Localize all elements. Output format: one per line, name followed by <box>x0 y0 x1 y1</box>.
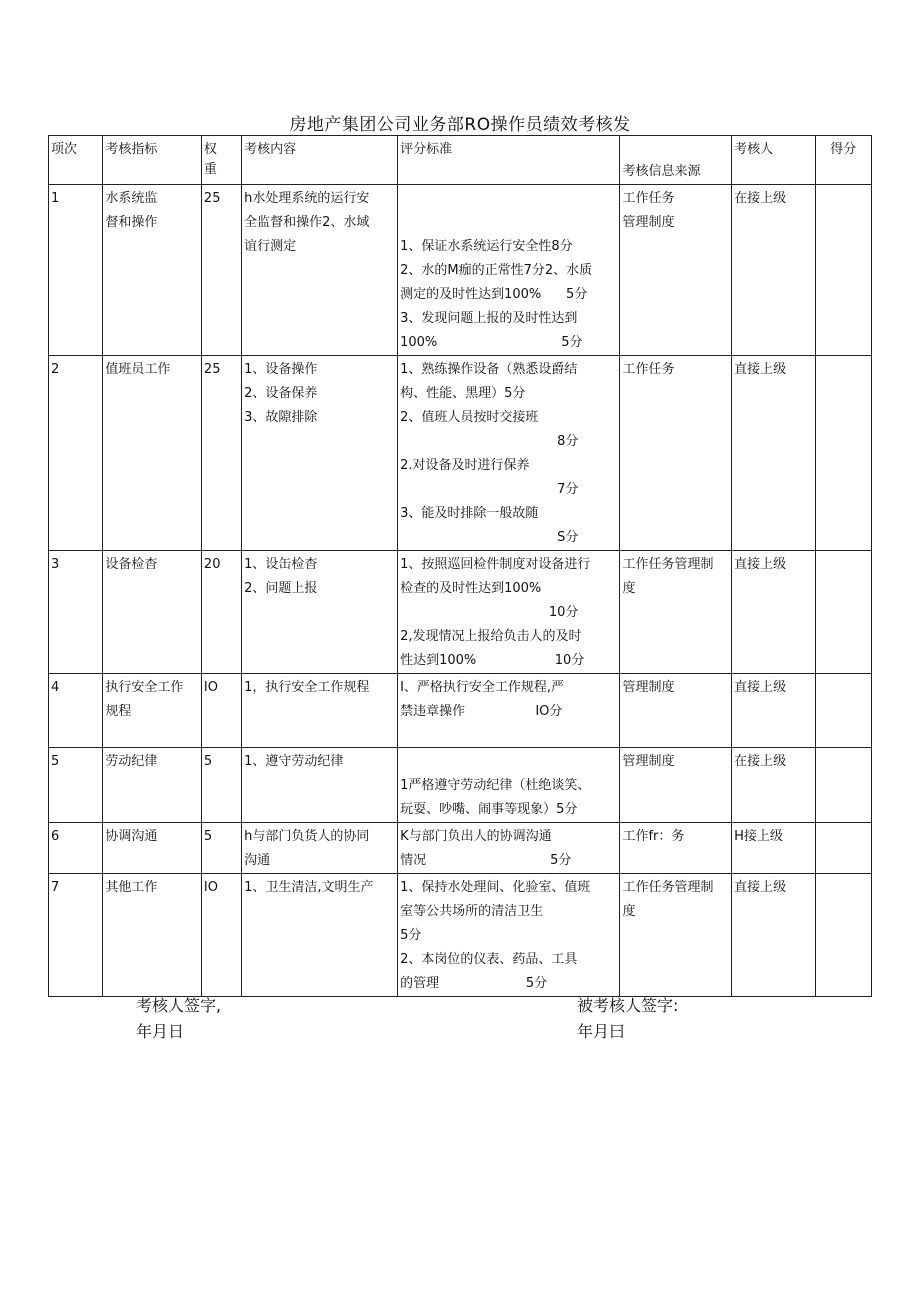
row-source-line: 管理制度 <box>622 680 675 695</box>
table-row <box>49 823 872 874</box>
row-criteria <box>398 356 620 551</box>
row-criteria-line: 测定的及时性达到100% 5分 <box>400 287 588 302</box>
row-criteria-line: 2,发现情况上报给负击人的及时 <box>400 629 582 644</box>
row-criteria-line: 性达到100% 10分 <box>400 653 585 668</box>
row-criteria-line: 2、水的M痂的正常性7分2、水质 <box>400 263 593 278</box>
row-indicator <box>103 874 202 997</box>
assessor-signature-label: 考核人签字, <box>136 996 222 1015</box>
row-content <box>242 823 398 874</box>
row-criteria <box>398 674 620 748</box>
row-criteria <box>398 823 620 874</box>
header-source-label: 考核信息来源 <box>622 164 701 179</box>
row-source <box>620 551 732 674</box>
row-score <box>815 874 871 997</box>
row-weight: 20 <box>201 551 241 674</box>
row-source-line: 工作fr：务 <box>622 829 685 844</box>
row-criteria-line: S分 <box>400 530 579 545</box>
row-indicator-line: 水系统监 <box>105 191 158 206</box>
row-criteria-line <box>400 211 617 235</box>
row-content-line: h与部门负货人的协同 <box>244 829 370 844</box>
row-indicator-line: 协调沟通 <box>105 829 158 844</box>
header-source <box>620 136 732 185</box>
row-content-line: 3、故隙排除 <box>244 410 318 425</box>
row-criteria-line: 玩耍、吵嘴、闹事等现象）5分 <box>400 802 578 817</box>
row-score <box>815 823 871 874</box>
row-criteria-line: 7分 <box>400 482 579 497</box>
row-criteria-line: 1严格遵守劳动纪律（杜绝谈笑、 <box>400 778 591 793</box>
row-no: 2 <box>49 356 103 551</box>
row-content <box>242 185 398 356</box>
row-source <box>620 748 732 823</box>
row-criteria-line: 2.对设备及时进行保养 <box>400 458 530 473</box>
row-source <box>620 823 732 874</box>
row-indicator <box>103 356 202 551</box>
header-score: 得分 <box>815 136 871 185</box>
row-no: 1 <box>49 185 103 356</box>
row-score <box>815 551 871 674</box>
row-criteria-line: 8分 <box>400 434 579 449</box>
row-criteria <box>398 185 620 356</box>
row-criteria-line: 2、值班人员按时交接班 <box>400 410 539 425</box>
row-source-line: 工作任务 <box>622 362 675 377</box>
row-source <box>620 874 732 997</box>
row-criteria-line <box>400 187 617 211</box>
row-content <box>242 674 398 748</box>
document-title: 房地产集团公司业务部RO操作员绩效考核发 <box>289 115 631 135</box>
row-content-line: 全监督和操作2、水域 <box>244 215 370 230</box>
row-no: 3 <box>49 551 103 674</box>
row-content-line: 1、设缶检杳 <box>244 557 318 572</box>
row-criteria-line: 5分 <box>400 928 422 943</box>
row-indicator-line: 督和操作 <box>105 215 158 230</box>
row-content-line: 2、设备保养 <box>244 386 318 401</box>
row-no: 5 <box>49 748 103 823</box>
row-assessor: 直接上级 <box>732 551 816 674</box>
row-source <box>620 674 732 748</box>
row-no: 6 <box>49 823 103 874</box>
row-weight: IO <box>201 674 241 748</box>
table-row <box>49 874 872 997</box>
row-assessor: 直接上级 <box>732 674 816 748</box>
header-weight-line1: 权 <box>203 142 217 157</box>
row-content-line: 2、问题上报 <box>244 581 318 596</box>
table-row <box>49 748 872 823</box>
row-criteria <box>398 874 620 997</box>
row-source-line: 管理制度 <box>622 754 675 769</box>
table-row <box>49 356 872 551</box>
row-content <box>242 356 398 551</box>
row-criteria-line: 3、发现问题上报的及时性达到 <box>400 311 578 326</box>
assessee-signature-date: 年月曰 <box>577 1022 626 1041</box>
row-indicator-line: 其他工作 <box>105 880 158 895</box>
row-indicator-line: 执行安全工作 <box>105 680 184 695</box>
header-indicator: 考核指标 <box>103 136 202 185</box>
table-row <box>49 551 872 674</box>
row-content-line: 1、设备操作 <box>244 362 318 377</box>
row-indicator-line: 劳动纪律 <box>105 754 158 769</box>
row-criteria-line: 2、本岗位的仪表、药品、工具 <box>400 952 578 967</box>
row-score <box>815 748 871 823</box>
row-criteria-line: 100% 5分 <box>400 335 583 350</box>
header-no: 项次 <box>49 136 103 185</box>
row-assessor: 直接上级 <box>732 874 816 997</box>
performance-table <box>48 135 872 997</box>
row-criteria-line <box>400 750 617 774</box>
row-no: 7 <box>49 874 103 997</box>
row-source-line: 工作任务 <box>622 191 675 206</box>
assessee-signature <box>577 993 678 1045</box>
row-content-line: 1，执行安全工作规程 <box>244 680 370 695</box>
table-row <box>49 185 872 356</box>
row-content-line: 沟通 <box>244 853 271 868</box>
header-weight-line2: 重 <box>203 162 217 177</box>
row-criteria-line: 室等公共场所的清洁卫生 <box>400 904 544 919</box>
row-content <box>242 748 398 823</box>
row-indicator-line: 规程 <box>105 704 132 719</box>
row-indicator <box>103 185 202 356</box>
row-content-line: 1、遵守劳动纪律 <box>244 754 344 769</box>
row-criteria-line: I、严格执行安全工作规程,严 <box>400 680 565 695</box>
row-criteria-line: 的管理 5分 <box>400 976 548 991</box>
row-source-line: 工作任务管理制 <box>622 880 714 895</box>
row-score <box>815 356 871 551</box>
row-assessor: 在接上级 <box>732 748 816 823</box>
header-weight <box>201 136 241 185</box>
assessor-signature <box>136 993 221 1045</box>
assessor-signature-date: 年月日 <box>136 1022 185 1041</box>
row-indicator-line: 值班员工作 <box>105 362 171 377</box>
row-indicator-line: 设备检杳 <box>105 557 158 572</box>
row-assessor: H接上级 <box>732 823 816 874</box>
row-weight: 5 <box>201 823 241 874</box>
row-content-line: h水处理系统的运行安 <box>244 191 370 206</box>
row-content-line: 谊行测定 <box>244 239 297 254</box>
header-assessor: 考核人 <box>732 136 816 185</box>
row-indicator <box>103 674 202 748</box>
row-criteria-line: 构、性能、黑理）5分 <box>400 386 526 401</box>
row-score <box>815 185 871 356</box>
row-criteria-line: 1、按照巡回检件制度对设备进行 <box>400 557 591 572</box>
row-weight: IO <box>201 874 241 997</box>
row-weight: 25 <box>201 356 241 551</box>
row-criteria <box>398 551 620 674</box>
table-row <box>49 674 872 748</box>
row-source-line: 度 <box>622 581 636 596</box>
row-weight: 5 <box>201 748 241 823</box>
row-criteria-line: 1、保持水处理间、化验室、值班 <box>400 880 591 895</box>
row-weight: 25 <box>201 185 241 356</box>
header-criteria: 评分标准 <box>398 136 620 185</box>
row-assessor: 在接上级 <box>732 185 816 356</box>
row-score <box>815 674 871 748</box>
row-content <box>242 874 398 997</box>
row-source <box>620 356 732 551</box>
row-source-line: 度 <box>622 904 636 919</box>
row-criteria-line: 检查的及时性达到100% <box>400 581 542 596</box>
row-content-line: 1、卫生清洁,文明生产 <box>244 880 374 895</box>
row-assessor: 直接上级 <box>732 356 816 551</box>
row-criteria-line: 情况 5分 <box>400 853 572 868</box>
row-criteria-line: K与部门负出人的协调沟通 <box>400 829 552 844</box>
row-criteria-line: 3、能及时排除一般故随 <box>400 506 539 521</box>
row-criteria-line: 1、保证水系统运行安全性8分 <box>400 239 573 254</box>
header-content: 考核内容 <box>242 136 398 185</box>
row-indicator <box>103 823 202 874</box>
row-source-line: 工作任务管理制 <box>622 557 714 572</box>
row-content <box>242 551 398 674</box>
row-criteria-line: 禁违章操作 IO分 <box>400 704 563 719</box>
row-criteria-line: 10分 <box>400 605 579 620</box>
row-indicator <box>103 551 202 674</box>
row-no: 4 <box>49 674 103 748</box>
row-source <box>620 185 732 356</box>
assessee-signature-label: 被考核人签字: <box>577 996 679 1015</box>
row-source-line: 管理制度 <box>622 215 675 230</box>
table-header-row <box>49 136 872 185</box>
row-indicator <box>103 748 202 823</box>
row-criteria-line: 1、熟练操作设备（熟悉设爵结 <box>400 362 578 377</box>
row-criteria <box>398 748 620 823</box>
